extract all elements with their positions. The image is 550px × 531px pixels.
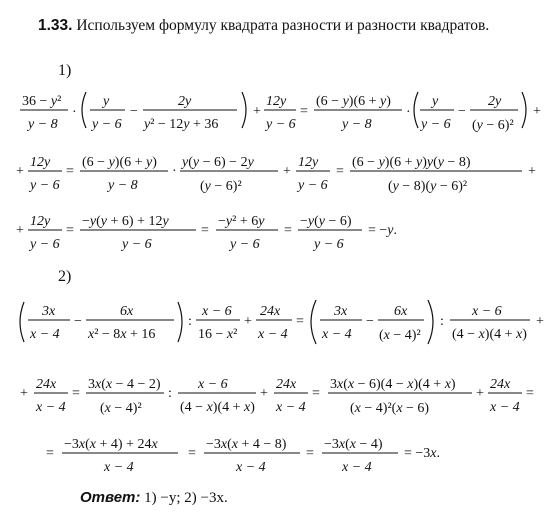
svg-text:−3x(x − 4): −3x(x − 4) bbox=[324, 437, 383, 452]
svg-text:+: + bbox=[528, 164, 536, 179]
svg-text:(6 − y)(6 + y): (6 − y)(6 + y) bbox=[316, 94, 391, 109]
svg-text:·: · bbox=[172, 164, 177, 179]
answer bbox=[80, 489, 228, 507]
svg-text:x − 4: x − 4 bbox=[322, 327, 352, 342]
svg-text:−y² + 6y: −y² + 6y bbox=[218, 214, 265, 229]
svg-text:=: = bbox=[526, 386, 534, 401]
svg-text:x − 4: x − 4 bbox=[36, 400, 66, 415]
svg-text:+: + bbox=[533, 104, 541, 119]
problem-number: 1.33. bbox=[38, 17, 73, 34]
svg-text:24x: 24x bbox=[490, 377, 511, 392]
svg-text:−y(y − 6): −y(y − 6) bbox=[300, 214, 352, 229]
svg-text:(y − 6)²: (y − 6)² bbox=[472, 118, 514, 133]
svg-text:x − 4: x − 4 bbox=[258, 327, 288, 342]
svg-text:y − 6: y − 6 bbox=[230, 237, 260, 252]
svg-text:+: + bbox=[283, 164, 291, 179]
svg-text:=: = bbox=[284, 223, 292, 238]
svg-text:x − 4: x − 4 bbox=[104, 460, 134, 475]
answer-text: 1) −y; 2) −3x. bbox=[144, 490, 228, 506]
svg-text:16 − x²: 16 − x² bbox=[198, 327, 238, 342]
svg-text:−3x(x + 4 − 8): −3x(x + 4 − 8) bbox=[206, 437, 287, 452]
svg-text:y − 6: y − 6 bbox=[266, 117, 296, 132]
part2-label: 2) bbox=[58, 268, 72, 285]
svg-text:3x(x − 4 − 2): 3x(x − 4 − 2) bbox=[88, 377, 161, 392]
svg-text:24x: 24x bbox=[276, 377, 297, 392]
svg-text:y − 8: y − 8 bbox=[342, 117, 372, 132]
svg-text:−: − bbox=[130, 104, 138, 119]
svg-text:=: = bbox=[188, 446, 196, 461]
svg-text:−: − bbox=[74, 314, 82, 329]
svg-text:x − 4: x − 4 bbox=[236, 460, 266, 475]
svg-text::: : bbox=[168, 386, 172, 401]
svg-text:·: · bbox=[72, 105, 77, 120]
svg-text:12y: 12y bbox=[30, 155, 51, 170]
svg-text:(y − 8)(y − 6)²: (y − 8)(y − 6)² bbox=[388, 179, 468, 194]
svg-text:x − 6: x − 6 bbox=[198, 377, 228, 392]
svg-text:x − 4: x − 4 bbox=[30, 327, 60, 342]
svg-text:12y: 12y bbox=[30, 214, 51, 229]
svg-text:= −y.: = −y. bbox=[368, 223, 398, 238]
svg-text:+: + bbox=[244, 314, 252, 329]
svg-text:3x: 3x bbox=[334, 304, 348, 319]
svg-text:(x − 4)²(x − 6): (x − 4)²(x − 6) bbox=[350, 401, 430, 416]
svg-text:x − 4: x − 4 bbox=[342, 460, 372, 475]
svg-text:+: + bbox=[476, 386, 484, 401]
svg-text:−3x(x + 4) + 24x: −3x(x + 4) + 24x bbox=[64, 437, 158, 452]
svg-text:(6 − y)(6 + y): (6 − y)(6 + y) bbox=[82, 155, 157, 170]
svg-text:(6 − y)(6 + y)y(y − 8): (6 − y)(6 + y)y(y − 8) bbox=[352, 155, 471, 170]
part1-line2 bbox=[0, 144, 550, 200]
svg-text:=: = bbox=[336, 164, 344, 179]
svg-text:y: y bbox=[432, 94, 439, 109]
svg-text:x − 6: x − 6 bbox=[472, 304, 502, 319]
svg-text:y(y − 6) − 2y: y(y − 6) − 2y bbox=[182, 155, 254, 170]
svg-text:y² − 12y + 36: y² − 12y + 36 bbox=[144, 117, 219, 132]
svg-text:y − 6: y − 6 bbox=[30, 237, 60, 252]
svg-text:(4 − x)(4 + x): (4 − x)(4 + x) bbox=[452, 327, 527, 342]
svg-text:y − 8: y − 8 bbox=[28, 117, 58, 132]
svg-text:=: = bbox=[300, 104, 308, 119]
svg-text:+: + bbox=[16, 164, 24, 179]
svg-text:=: = bbox=[46, 446, 54, 461]
svg-text:36 − y²: 36 − y² bbox=[22, 94, 62, 109]
svg-text:(x − 4)²: (x − 4)² bbox=[100, 401, 142, 416]
svg-text:y: y bbox=[103, 94, 110, 109]
svg-text::: : bbox=[440, 314, 444, 329]
svg-text:−: − bbox=[366, 314, 374, 329]
svg-text:=: = bbox=[66, 164, 74, 179]
svg-text:−y(y + 6) + 12y: −y(y + 6) + 12y bbox=[82, 214, 169, 229]
svg-text:2y: 2y bbox=[178, 94, 192, 109]
svg-text:·: · bbox=[406, 105, 411, 120]
part2-line1 bbox=[0, 292, 550, 352]
svg-text::: : bbox=[188, 314, 192, 329]
svg-text:x − 6: x − 6 bbox=[202, 304, 232, 319]
svg-text:24x: 24x bbox=[36, 377, 57, 392]
part1-line1 bbox=[0, 78, 550, 142]
part1-label: 1) bbox=[58, 62, 72, 79]
svg-text:=: = bbox=[312, 386, 320, 401]
svg-text:y − 6: y − 6 bbox=[421, 117, 451, 132]
svg-text:x − 4: x − 4 bbox=[490, 400, 520, 415]
svg-text:=: = bbox=[66, 223, 74, 238]
problem-intro-text: Используем формулу квадрата разности и разности квадратов. bbox=[76, 17, 490, 34]
svg-text:3x: 3x bbox=[42, 304, 56, 319]
svg-text:3x(x − 6)(4 − x)(4 + x): 3x(x − 6)(4 − x)(4 + x) bbox=[330, 377, 456, 392]
svg-text:y − 8: y − 8 bbox=[108, 178, 138, 193]
svg-text:x² − 8x + 16: x² − 8x + 16 bbox=[88, 327, 156, 342]
svg-text:x − 4: x − 4 bbox=[276, 400, 306, 415]
svg-text:=: = bbox=[201, 223, 209, 238]
part1-line3 bbox=[0, 203, 550, 259]
svg-text:6x: 6x bbox=[120, 304, 134, 319]
svg-text:+: + bbox=[253, 104, 261, 119]
svg-text:24x: 24x bbox=[260, 304, 281, 319]
svg-text:y − 6: y − 6 bbox=[92, 117, 122, 132]
svg-text:12y: 12y bbox=[298, 155, 319, 170]
svg-text:(x − 4)²: (x − 4)² bbox=[379, 328, 421, 343]
svg-text:−: − bbox=[458, 104, 466, 119]
svg-text:y − 6: y − 6 bbox=[314, 237, 344, 252]
problem-intro bbox=[34, 14, 534, 37]
svg-text:= −3x.: = −3x. bbox=[404, 446, 441, 461]
answer-label: Ответ: bbox=[80, 489, 141, 506]
svg-text:(4 − x)(4 + x): (4 − x)(4 + x) bbox=[180, 400, 255, 415]
svg-text:2y: 2y bbox=[488, 94, 502, 109]
part2-line2 bbox=[0, 366, 550, 424]
svg-text:+: + bbox=[260, 386, 268, 401]
svg-text:y − 6: y − 6 bbox=[30, 178, 60, 193]
svg-text:=: = bbox=[72, 386, 80, 401]
svg-text:y − 6: y − 6 bbox=[122, 237, 152, 252]
svg-text:y − 6: y − 6 bbox=[298, 178, 328, 193]
svg-text:12y: 12y bbox=[266, 94, 287, 109]
svg-text:=: = bbox=[306, 446, 314, 461]
svg-text:+: + bbox=[536, 314, 544, 329]
svg-text:6x: 6x bbox=[394, 304, 408, 319]
svg-text:(y − 6)²: (y − 6)² bbox=[200, 179, 242, 194]
svg-text:=: = bbox=[296, 314, 304, 329]
svg-text:+: + bbox=[20, 386, 28, 401]
part2-line3 bbox=[0, 426, 550, 482]
svg-text:+: + bbox=[16, 223, 24, 238]
